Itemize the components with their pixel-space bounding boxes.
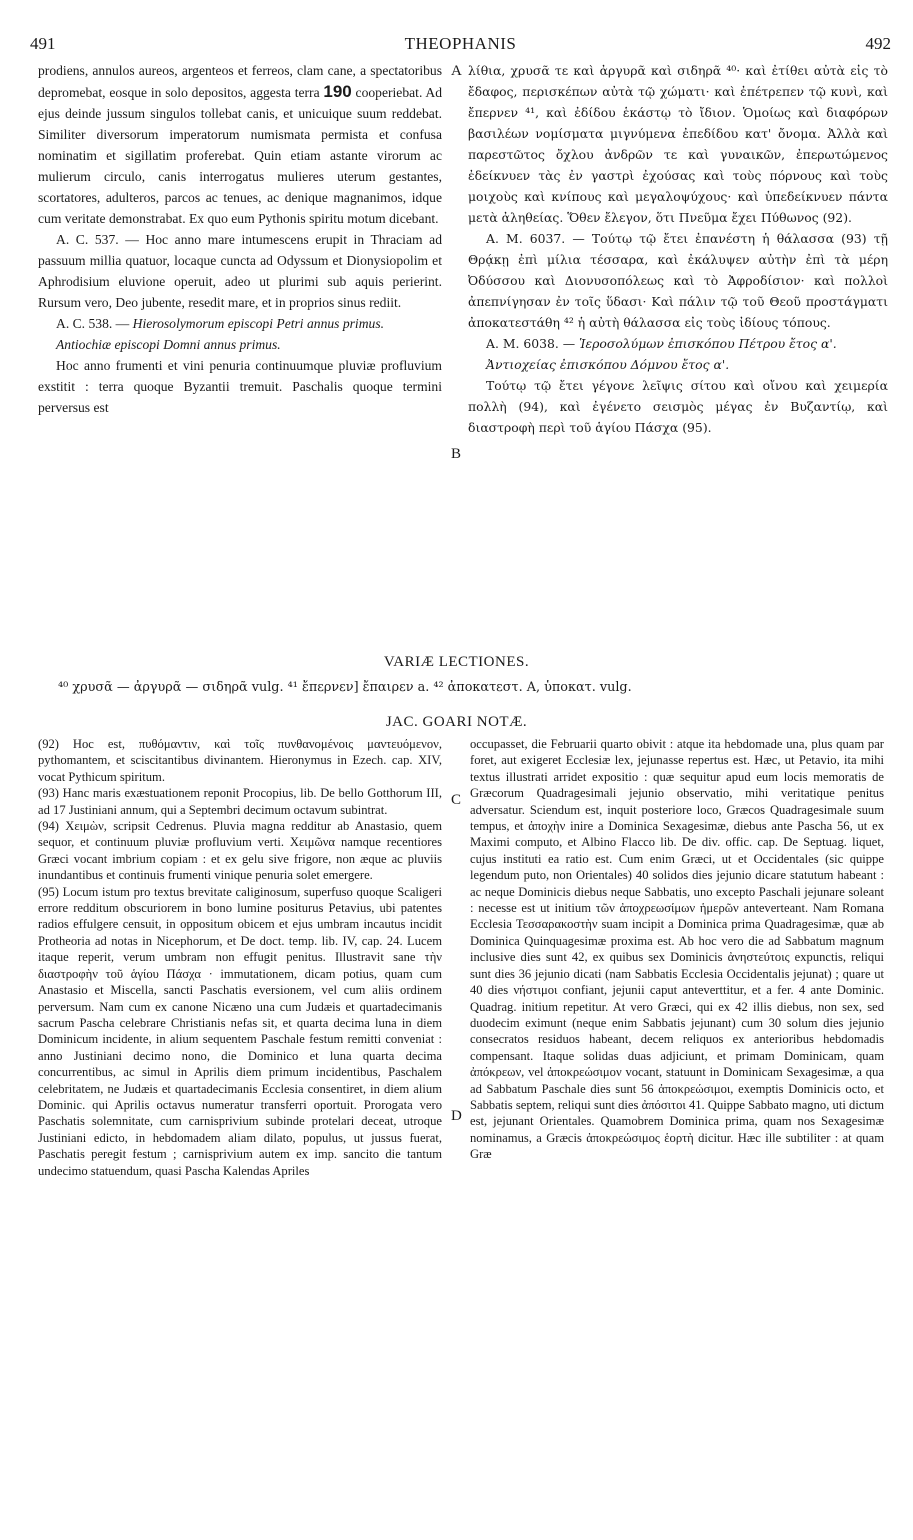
- latin-paragraph: A. C. 538. — Hierosolymorum episcopi Petri annus primus.: [56, 316, 385, 331]
- note-93: (93) Hanc maris exæstuationem reponit Procopius, lib. De bello Gotthorum III, ad 17 Justiniani annum, qui a Septembri decimum octavum subintrat.: [38, 786, 442, 817]
- marginal-number: 190: [323, 82, 352, 101]
- note-95: (95) Locum istum pro textus brevitate caliginosum, superfuso quoque Scaligeri errore redditum obscuriorem in bono lumine positurus Petavius, ubi patentes radios effulgere censuit, in oppositum obicem et ejus umbram incautus incidit Protheoria ad notas in Nicephorum, et De doct. temp. lib. IV, cap. 24. Lucem itaque reperit, verum umbram non effugit penitus. Illustravit sane τὴν διαστροφὴν τοῦ ἁγίου Πάσχα · immutationem, dicam potius, quam cum Anastasio et Miscella, sancti Paschatis eversionem, vel cum aliis ordinem perversum. Nam cum ex canone Nicæno una cum Judæis et quartadecimanis sacrum Pascha celebrare Christianis nefas sit, et quarta decima luna in diem Dominicum incidente, in alium sequentem Paschale festum remitti conveniat : anno Justiniani decimo nono, die Dominico et luna quarta decima concurrentibus, ac simul in Aprilis diem primum incidentibus, Paschalem celebritatem, ne Judæis et quartadecimanis Ecclesia consentiret, in diem alium Dominic. qui Aprilis octavus numeratur transferri oportuit. Prorogata vero Paschatis solemnitate, cum carnisprivium subinde protelari deceat, utroque Justiniani edicto, in hebdomadem aliam dilato, populus, ut jussus fuerat, Paschatis peregit festum ; carnisprivium autem ex imp. sancito die tantum undecimo statuendum, quasi Pascha Kalendas Apriles: [38, 884, 442, 1178]
- section-marker-a: A: [451, 63, 462, 79]
- latin-translation-column: [38, 60, 442, 418]
- variae-lectiones-text: ⁴⁰ χρυσᾶ — ἀργυρᾶ — σιδηρᾶ vulg. ⁴¹ ἔπερνεν] ἔπαιρεν a. ⁴² ἀποκατεστ. A, ὑποκατ. vulg.: [58, 680, 632, 695]
- page-number-left: 491: [30, 34, 56, 53]
- greek-paragraph: Τούτῳ τῷ ἔτει γέγονε λεῖψις σίτου καὶ οἴνου καὶ χειμερία πολλὴ (94), καὶ ἐγένετο σεισμὸς μέγας ἐν Βυζαντίῳ, καὶ διαστροφὴ περὶ τοῦ ἁγίου Πάσχα (95).: [468, 378, 888, 435]
- latin-paragraph: Hoc anno frumenti et vini penuria continuumque pluviæ profluvium exstitit : terra quoque Byzantii tremuit. Paschalis quoque termini perversus est: [38, 358, 442, 415]
- notes-right-column: [470, 736, 884, 1163]
- latin-paragraph: Antiochiæ episcopi Domni annus primus.: [56, 337, 281, 352]
- note-continuation: occupasset, die Februarii quarto obivit : atque ita hebdomade una, plus quam par foret, aut exigeret Ecclesiæ lex, jejunasse repertus est. Hæc, ut Petavio, ita mihi textus illustrati arridet expositio : quæ sequitur apud eum locis memoratis de Græcorum Quadragesimali jejunio observatio, mihi veritatique penitus adversatur. Sciendum est, inquit posteriore loco, Græcos Quadragesimale suum tempus, et ἀποχὴν inire a Dominica Sexagesimæ, diebus ante Pascha 56, ut ex Maximi computo, et Albino Flacco lib. De div. offic. cap. De Septuag. liquet, cujus instituti ea ratio est. Cum enim Græci, ut et Occidentales (sic quippe legendum puto, non Orientales) 40 solidos dies jejunio dicare statutum habeant : ac neque Dominicis diebus neque Sabbatis, uno excepto Paschali jejunare soleant : necesse est ut initium τῶν ἀποχρεωσίμων ἡμερῶν anteverteant. Nam Romana Ecclesia Τεσσαρακοστὴν suam incipit a Dominica prima Quadragesimæ, quæ ab Dominica Quinquagesimæ proxima est. Ab hoc vero die ad Sabbatum magnum inclusive dies sunt 42, ex quibus sex Dominicis ἀνηστεύτοις expunctis, reliqui sunt dies 36 jejunio dicati (nam Sabbatis Ecclesia Occidentalis jejunat) ; quare ut 40 dies νήστιμοι confiant, jejunii caput anteverttitur, et a fer. 4 ante Dominic. Quadrag. initium repetitur. At vero Græci, qui ex 42 illis diebus, non sex, sed duodecim eximunt (neque enim Sabbatis jejunant) cum 30 solum dies jejunio consecratos residuos habeant, decem reliquos ex anterioribus hebdomadis compensant. Itaque solidas duas adjiciunt, et primam Dominicam, quam ἀπόκρεων, vel ἀποκρεώσιμον vocant, statuunt in Dominicam Sexagesimæ, a qua ad Sabbatum Paschale dies sunt 56 ἀποκρεώσιμοι, exemptis Dominicis octo, et Sabbatis septem, reliqui sunt dies ἀπόσιτοι 41. Quippe Sabbato magno, uti dictum est, jejunant Orientales. Quamobrem Dominica prima, quam nos Sexagesimæ nominamus, a Græcis ἀποκρεώσιμος ἑορτὴ dicitur. Hæc ille subtiliter : at quam Græ: [470, 737, 884, 1162]
- section-marker-d: D: [451, 1108, 462, 1124]
- greek-paragraph: Ἀντιοχείας ἐπισκόπου Δόμνου ἔτος α'.: [486, 357, 730, 372]
- variae-lectiones-heading: VARIÆ LECTIONES.: [383, 654, 530, 670]
- latin-paragraph: prodiens, annulos aureos, argenteos et ferreos, clam cane, a spectatoribus depromebat, eosque in solo depositos, aggesta terra 190 cooperiebat. Ad ejus deinde jussum singulos tollebat canis, et unicuique suum reddebat. Similiter diversorum imperatorum numismata permista et confusa nominatim et sigillatim proferebat. Quin etiam astante virorum ac mulierum circulo, canis interrogatus mulieres uterum gestantes, scortatores, adulteros, parcos ac tenues, ac denique magnanimos, idque cum veritate demonstrabat. Ex quo eum Pythonis spiritu motum dicebant.: [38, 63, 442, 226]
- page-number-right: 492: [865, 34, 891, 53]
- greek-paragraph: λίθια, χρυσᾶ τε καὶ ἀργυρᾶ καὶ σιδηρᾶ ⁴⁰· καὶ ἐτίθει αὐτὰ εἰς τὸ ἔδαφος, περισκέπων αὐτὰ τῷ χώματι· καὶ ἐπέτρεπεν τῷ κυνὶ, καὶ ἔπερνεν ⁴¹, καὶ ἐδίδου ἑκάστῳ τὸ ἴδιον. Ὁμοίως καὶ διαφόρων βασιλέων νομίσματα μιγνύμενα ἐπεδίδου κατ' ὄνομα. Ἀλλὰ καὶ παρεστῶτος ὄχλου ἀνδρῶν τε καὶ γυναικῶν, ἐπερωτώμενος ἐδείκνυεν τὰς ἐν γαστρὶ ἐχούσας καὶ τοὺς πόρνους καὶ τοὺς μοιχοὺς καὶ κνίπους καὶ μεγαλοψύχους· καὶ ὑπεδείκνυεν πάντα μετὰ ἀληθείας. Ὅθεν ἔλεγον, ὅτι Πνεῦμα ἔχει Πύθωνος (92).: [468, 63, 888, 225]
- greek-paragraph: A. M. 6037. — Τούτῳ τῷ ἔτει ἐπανέστη ἡ θάλασσα (93) τῇ Θρᾴκῃ ἐπὶ μίλια τέσσαρα, καὶ ἐκάλυψεν αὐτὴν ἐπὶ τὰ μέρη Ὀδύσσου καὶ Διονυσοπόλεως καὶ τὸ Ἀφροδίσιον· καὶ πολλοὶ ἀπεπνίγησαν ἐν τοῖς ὕδασι· Καὶ πάλιν τῷ τοῦ Θεοῦ προστάγματι ἀποκατεστάθη ⁴² ἡ αὐτὴ θάλασσα εἰς τοὺς ἰδίους τόπους.: [468, 231, 888, 330]
- notes-left-column: [38, 736, 442, 1179]
- running-title: THEOPHANIS: [404, 34, 517, 53]
- note-94: (94) Χειμὼν, scripsit Cedrenus. Pluvia magna redditur ab Anastasio, quem sequor, et continuum pluviæ profluvium verti. Χειμῶνα namque recentiores Græci vocant imbrium copiam : et ex gelu sive frigore, non æque ac pluviis inundantibus et continuis frumenti vinique penuria solet emergere.: [38, 819, 442, 883]
- section-marker-b: B: [451, 446, 462, 462]
- goari-notae-heading: JAC. GOARI NOTÆ.: [385, 714, 528, 730]
- greek-paragraph: A. M. 6038. — Ἱεροσολύμων ἐπισκόπου Πέτρου ἔτος α'.: [486, 336, 837, 351]
- latin-paragraph: A. C. 537. — Hoc anno mare intumescens erupit in Thraciam ad passuum millia quatuor, locaque cuncta ad Odyssum et Dionysiopolim et Aphrodisium eluvione operuit, adeo ut plurimi sub aquis perierint. Rursum vero, Deo jubente, resedit mare, et in proprios sinus rediit.: [38, 232, 442, 310]
- greek-text-column: [468, 60, 888, 438]
- page-header: [30, 34, 891, 56]
- note-92: (92) Hoc est, πυθόμαντιν, καὶ τοῖς πυνθανομένοις μαντευόμενον, pythomantem, et sciscitantibus divinantem. Hieronymus in Ezech. cap. XIV, vocat Pythicum spiritum.: [38, 737, 442, 784]
- section-marker-c: C: [451, 792, 462, 808]
